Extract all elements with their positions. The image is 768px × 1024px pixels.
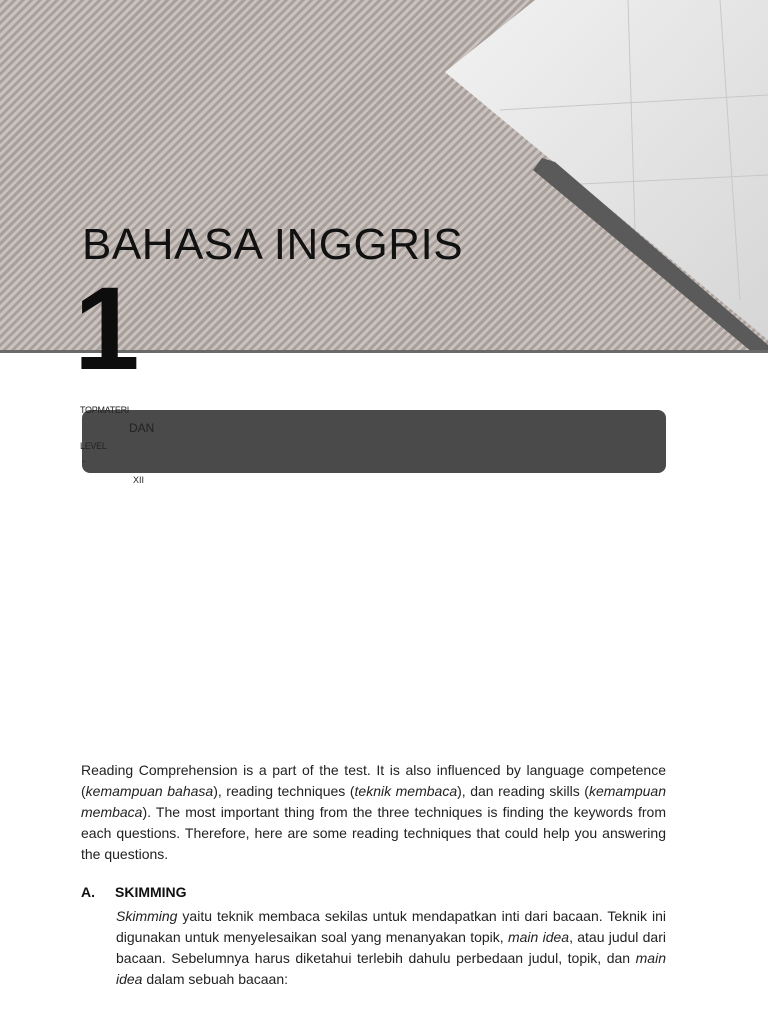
intro-section [81,760,666,865]
section-italic-1: Skimming [116,908,178,924]
intro-italic-2: teknik membaca [354,783,458,799]
intro-text-4: ). The most important thing from the three techniques is finding the keywords from each questions. Therefore, here are some reading techniques that could help you answering the questions. [81,804,666,862]
chapter-number: 1 [74,263,140,395]
section-a-body [116,906,666,990]
meta-bar [82,410,666,473]
section-text-3: dalam sebuah bacaan: [142,971,289,987]
section-text-1: yaitu teknik membaca sekilas untuk mendapatkan inti dari bacaan. Teknik ini digunakan untuk menyelesaikan soal yang menanyakan topik, [116,908,666,945]
section-text-2: , atau judul dari bacaan. Sebelumnya harus diketahui terlebih dahulu perbedaan judul, topik, dan [116,929,666,966]
intro-paragraph [81,760,666,865]
page-title: BAHASA INGGRIS [82,220,464,269]
section-italic-2: main idea [507,929,570,945]
meta-dash: - [82,456,85,466]
section-title: SKIMMING [115,884,187,900]
intro-text-1: Reading Comprehension is a part of the test. It is also influenced by language competence ( [81,762,666,799]
topic-label: TOPMATERI [80,405,129,415]
level-label: LEVEL [80,441,107,451]
light-panel [445,0,768,340]
section-italic-3: main idea [116,950,666,987]
intro-text-2: ), reading techniques ( [213,783,355,799]
intro-italic-3: kemampuan membaca [81,783,666,820]
grade-label: XII [133,475,145,485]
intro-italic-1: kemampuan bahasa [85,783,214,799]
intro-text-3: ), dan reading skills ( [457,783,589,799]
meta-dan: DAN [129,421,155,435]
section-letter: A. [81,884,95,900]
